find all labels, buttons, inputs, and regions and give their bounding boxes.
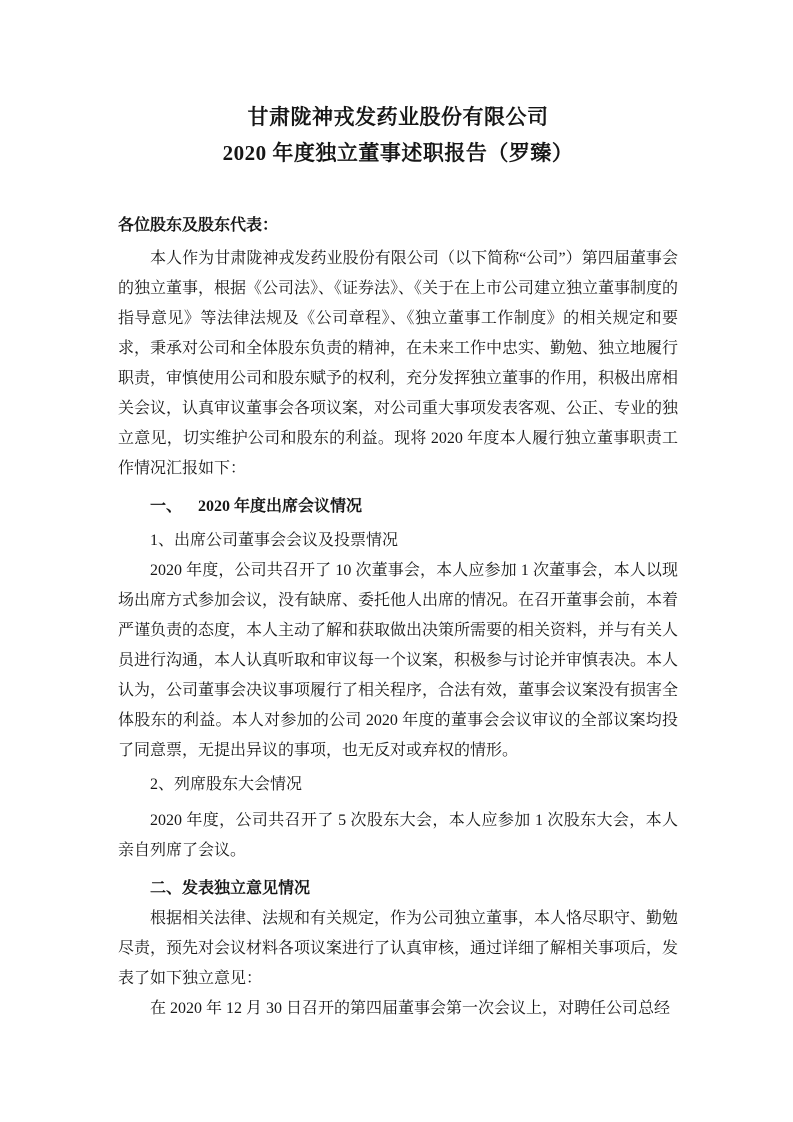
section1-number: 一、 bbox=[150, 498, 183, 515]
section1-item1-title: 1、出席公司董事会会议及投票情况 bbox=[150, 532, 399, 549]
salutation: 各位股东及股东代表： bbox=[118, 217, 279, 234]
section2-heading bbox=[118, 874, 678, 904]
document-title-company: 甘肃陇神戎发药业股份有限公司 bbox=[247, 105, 549, 129]
section1-title: 2020 年度出席会议情况 bbox=[198, 498, 363, 515]
document-title-report: 2020 年度独立董事述职报告（罗臻） bbox=[222, 141, 574, 165]
section1-item2-paragraph: 2020 年度，公司共召开了 5 次股东大会，本人应参加 1 次股东大会，本人亲自列席了会议。 bbox=[118, 812, 678, 859]
section1-item2-title: 2、列席股东大会情况 bbox=[150, 776, 303, 793]
section1-item1-paragraph: 2020 年度，公司共召开了 10 次董事会，本人应参加 1 次董事会，本人以现场出席方式参加会议，没有缺席、委托他人出席的情况。在召开董事会前，本着严谨负责的态度，本人主动了解和获取做出决策所需要的相关资料，并与有关人员进行沟通，本人认真听取和审议每一个议案，积极参与讨论并审慎表决。本人认为，公司董事会决议事项履行了相关程序，合法有效，董事会议案没有损害全体股东的利益。本人对参加的公司 2020 年度的董事会会议审议的全部议案均投了同意票，无提出异议的事项，也无反对或弃权的情形。 bbox=[118, 562, 679, 759]
section2-paragraph1: 根据相关法律、法规和有关规定，作为公司独立董事，本人恪尽职守、勤勉尽责，预先对会议材料各项议案进行了认真审核，通过详细了解相关事项后，发表了如下独立意见： bbox=[118, 910, 679, 987]
section2-paragraph2-truncated: 在 2020 年 12 月 30 日召开的第四届董事会第一次会议上，对聘任公司总经 bbox=[150, 1000, 671, 1017]
section2-title: 发表独立意见情况 bbox=[182, 880, 311, 897]
section2-number: 二、 bbox=[150, 880, 183, 897]
intro-paragraph: 本人作为甘肃陇神戎发药业股份有限公司（以下简称“公司”）第四届董事会的独立董事，根据《公司法》、《证券法》、《关于在上市公司建立独立董事制度的指导意见》等法律法规及《公司章程》、《独立董事工作制度》的相关规定和要求，秉承对公司和全体股东负责的精神，在未来工作中忠实、勤勉、独立地履行职责，审慎使用公司和股东赋予的权利，充分发挥独立董事的作用，积极出席相关会议，认真审议董事会各项议案，对公司重大事项发表客观、公正、专业的独立意见，切实维护公司和股东的利益。现将 2020 年度本人履行独立董事职责工作情况汇报如下： bbox=[118, 250, 679, 477]
section1-heading bbox=[118, 492, 678, 522]
